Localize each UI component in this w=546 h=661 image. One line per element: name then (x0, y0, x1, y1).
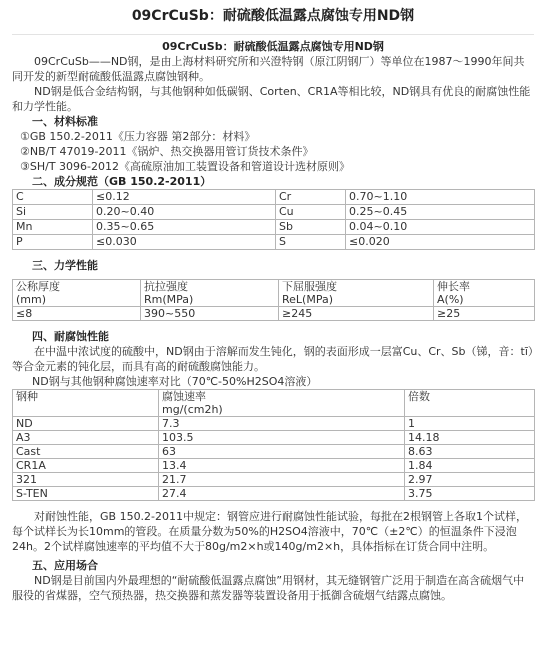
table-row (13, 445, 535, 459)
table-cell: Cr (276, 190, 346, 205)
table-row (13, 235, 535, 250)
standard-item-2: ②NB/T 47019-2011《锅炉、热交换器用管订货技术条件》 (20, 145, 314, 158)
table-cell: A3 (13, 431, 159, 445)
table-cell: 0.20~0.40 (93, 205, 276, 220)
corrosion-test-note: 对耐蚀性能，GB 150.2-2011中规定：钢管应进行耐腐蚀性能试验，每批在2根钢管上各取1个试样，每个试样长为长10mm的管段。在质量分数为50%的H2SO4溶液中，70℃（±2℃）的恒温条件下浸泡24h。2个试样腐蚀速率的平均值不大于80g/m2×h或140g/m2×h，具体指标在订货合同中注明。 (12, 510, 528, 553)
table-cell: ≥245 (279, 307, 434, 321)
title-divider (12, 34, 534, 35)
table-cell: 伸长率 A(%) (434, 280, 535, 307)
table-cell: P (13, 235, 93, 250)
section-heading-mechanical: 三、力学性能 (32, 259, 98, 272)
section-heading-standards: 一、材料标准 (32, 115, 98, 128)
table-row (13, 205, 535, 220)
corrosion-table (12, 389, 535, 501)
table-row (13, 487, 535, 501)
table-cell: 1 (405, 417, 535, 431)
table-cell: 3.75 (405, 487, 535, 501)
table-cell: ≤0.12 (93, 190, 276, 205)
table-cell: 公称厚度 (mm) (13, 280, 141, 307)
table-row (13, 280, 535, 307)
table-cell: ≤0.020 (346, 235, 535, 250)
mechanical-table (12, 279, 535, 321)
section-heading-corrosion: 四、耐腐蚀性能 (32, 330, 109, 343)
table-cell: Mn (13, 220, 93, 235)
table-row (13, 431, 535, 445)
table-cell: 8.63 (405, 445, 535, 459)
composition-table (12, 189, 535, 250)
table-cell: S (276, 235, 346, 250)
table-cell: ≥25 (434, 307, 535, 321)
table-cell: 27.4 (159, 487, 405, 501)
table-cell: S-TEN (13, 487, 159, 501)
table-header-cell: 腐蚀速率 mg/(cm2h) (159, 390, 405, 417)
table-cell: Cu (276, 205, 346, 220)
table-row (13, 459, 535, 473)
table-cell: 13.4 (159, 459, 405, 473)
standard-item-1: ①GB 150.2-2011《压力容器 第2部分：材料》 (20, 130, 256, 143)
table-cell: 7.3 (159, 417, 405, 431)
article (0, 6, 546, 661)
table-row (13, 417, 535, 431)
table-header-cell: 倍数 (405, 390, 535, 417)
article-subtitle: 09CrCuSb：耐硫酸低温露点腐蚀专用ND钢 (162, 40, 384, 53)
table-cell: 0.04~0.10 (346, 220, 535, 235)
intro-paragraph-1: 09CrCuSb——ND钢，是由上海材料研究所和兴澄特钢（原江阴钢厂）等单位在1987～1990年间共同开发的新型耐硫酸低温露点腐蚀钢种。 (12, 55, 525, 83)
table-cell: ND (13, 417, 159, 431)
table-cell: 63 (159, 445, 405, 459)
intro-paragraph-2: ND钢是低合金结构钢，与其他钢种如低碳钢、Corten、CR1A等相比较，ND钢具有优良的耐腐蚀性能和力学性能。 (12, 85, 531, 113)
table-cell: 14.18 (405, 431, 535, 445)
table-cell: 321 (13, 473, 159, 487)
table-cell: ≤0.030 (93, 235, 276, 250)
table-cell: 抗拉强度 Rm(MPa) (141, 280, 279, 307)
table-cell: 下屈服强度 ReL(MPa) (279, 280, 434, 307)
table-row (13, 307, 535, 321)
table-cell: 1.84 (405, 459, 535, 473)
applications-paragraph: ND钢是目前国内外最理想的“耐硫酸低温露点腐蚀”用钢材，其无缝钢管广泛用于制造在高含硫烟气中服役的省煤器，空气预热器，热交换器和蒸发器等装置设备用于抵御含硫烟气结露点腐蚀。 (12, 574, 525, 602)
table-row (13, 190, 535, 205)
table-cell: 390~550 (141, 307, 279, 321)
table-cell: Si (13, 205, 93, 220)
table-header-cell: 钢种 (13, 390, 159, 417)
corrosion-table-caption: ND钢与其他钢种腐蚀速率对比（70℃-50%H2SO4溶液） (32, 375, 318, 388)
corrosion-paragraph: 在中温中浓试度的硫酸中，ND钢由于溶解而发生钝化，钢的表面形成一层富Cu、Cr、Sb（锑，音：tī）等合金元素的钝化层，而具有高的耐硫酸腐蚀能力。 (12, 345, 534, 373)
table-cell: 21.7 (159, 473, 405, 487)
table-row (13, 220, 535, 235)
table-row (13, 473, 535, 487)
table-cell: 0.25~0.45 (346, 205, 535, 220)
standard-item-3: ③SH/T 3096-2012《高硫原油加工装置设备和管道设计选材原则》 (20, 160, 350, 173)
section-heading-applications: 五、应用场合 (32, 559, 98, 572)
table-cell: 0.70~1.10 (346, 190, 535, 205)
table-cell: 0.35~0.65 (93, 220, 276, 235)
section-heading-composition: 二、成分规范（GB 150.2-2011） (32, 175, 212, 188)
table-row (13, 390, 535, 417)
table-cell: ≤8 (13, 307, 141, 321)
table-cell: 103.5 (159, 431, 405, 445)
page-title: 09CrCuSb：耐硫酸低温露点腐蚀专用ND钢 (131, 8, 415, 24)
table-cell: Cast (13, 445, 159, 459)
table-cell: 2.97 (405, 473, 535, 487)
table-cell: Sb (276, 220, 346, 235)
table-cell: C (13, 190, 93, 205)
table-cell: CR1A (13, 459, 159, 473)
